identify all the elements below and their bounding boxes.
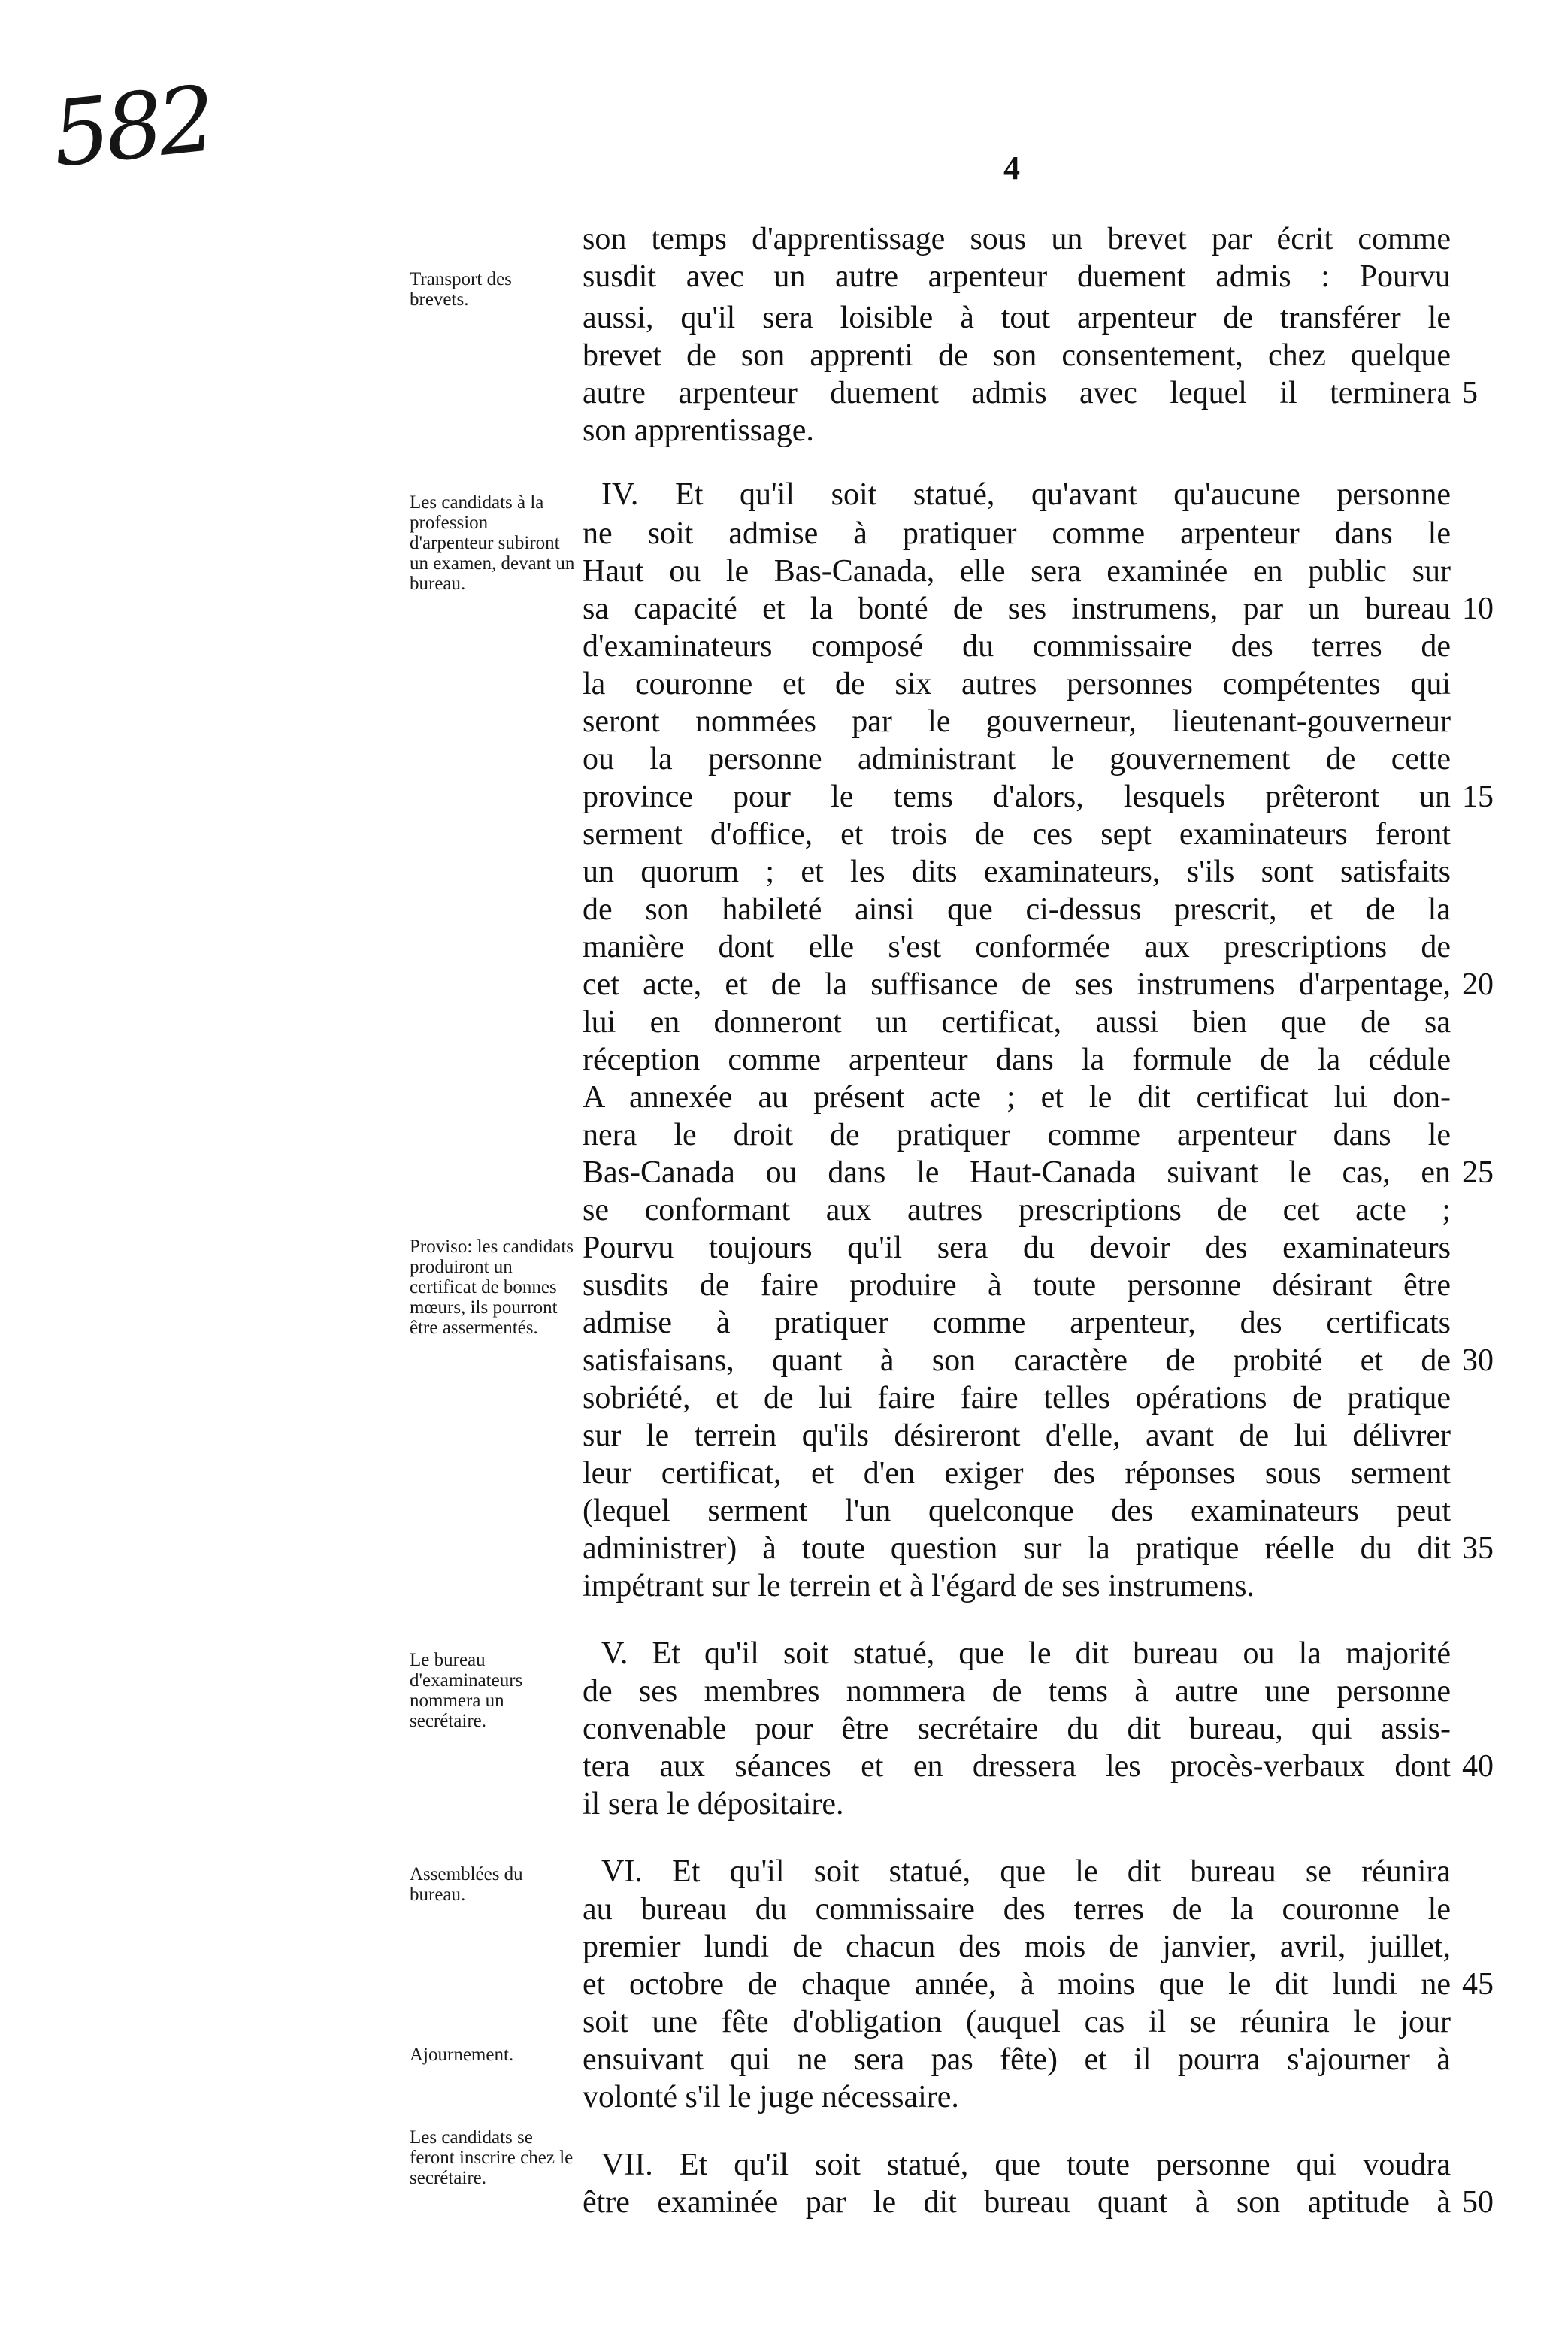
line-number: 20 bbox=[1462, 967, 1494, 1002]
body-line: tera aux séances et en dressera les procès-verbaux dont bbox=[583, 1749, 1451, 1784]
body-line: son temps d'apprentissage sous un brevet par écrit comme bbox=[583, 222, 1451, 256]
body-line: aussi, qu'il sera loisible à tout arpenteur de transférer le bbox=[583, 301, 1451, 335]
body-line: un quorum ; et les dits examinateurs, s'ils sont satisfaits bbox=[583, 855, 1451, 889]
body-line: son apprentissage. bbox=[583, 413, 814, 448]
body-line: serment d'office, et trois de ces sept examinateurs feront bbox=[583, 817, 1451, 852]
handwritten-page-stamp: 582 bbox=[47, 67, 216, 188]
body-line: Pourvu toujours qu'il sera du devoir des examinateurs bbox=[583, 1231, 1451, 1265]
body-line: sobriété, et de lui faire faire telles opérations de pratique bbox=[583, 1381, 1451, 1415]
body-line: cet acte, et de la suffisance de ses instrumens d'arpentage, bbox=[583, 967, 1451, 1002]
body-line: A annexée au présent acte ; et le dit certificat lui don- bbox=[583, 1080, 1451, 1115]
line-number: 25 bbox=[1462, 1155, 1494, 1190]
body-line: il sera le dépositaire. bbox=[583, 1787, 844, 1821]
body-line: leur certificat, et d'en exiger des réponses sous serment bbox=[583, 1456, 1451, 1491]
body-line: (lequel serment l'un quelconque des examinateurs peut bbox=[583, 1494, 1451, 1528]
body-line: administrer) à toute question sur la pratique réelle du dit bbox=[583, 1531, 1451, 1566]
body-line: de son habileté ainsi que ci-dessus prescrit, et de la bbox=[583, 892, 1451, 927]
margin-note-proviso: Proviso: les candidats produiront un certificat de bonnes mœurs, ils pourront être assermentés. bbox=[410, 1237, 574, 1338]
article-heading-iv: IV. Et qu'il soit statué, qu'avant qu'aucune personne bbox=[601, 477, 1451, 512]
body-line: admise à pratiquer comme arpenteur, des certificats bbox=[583, 1306, 1451, 1340]
body-line: brevet de son apprenti de son consentement, chez quelque bbox=[583, 338, 1451, 373]
body-line: nera le droit de pratiquer comme arpenteur dans le bbox=[583, 1118, 1451, 1152]
body-line: d'examinateurs composé du commissaire des terres de bbox=[583, 629, 1451, 664]
line-number: 15 bbox=[1462, 780, 1494, 814]
article-heading-v: V. Et qu'il soit statué, que le dit bureau ou la majorité bbox=[601, 1636, 1451, 1671]
body-line: et octobre de chaque année, à moins que le dit lundi ne bbox=[583, 1967, 1451, 2002]
body-line: ensuivant qui ne sera pas fête) et il pourra s'ajourner à bbox=[583, 2042, 1451, 2077]
body-line: Bas-Canada ou dans le Haut-Canada suivant le cas, en bbox=[583, 1155, 1451, 1190]
margin-note-ajournement: Ajournement. bbox=[410, 2045, 514, 2065]
margin-note-assemblees: Assemblées du bureau. bbox=[410, 1864, 523, 1905]
body-line: la couronne et de six autres personnes compétentes qui bbox=[583, 667, 1451, 701]
line-number: 10 bbox=[1462, 592, 1494, 626]
article-heading-vi: VI. Et qu'il soit statué, que le dit bureau se réunira bbox=[601, 1854, 1451, 1889]
body-line: soit une fête d'obligation (auquel cas il se réunira le jour bbox=[583, 2005, 1451, 2039]
body-line: satisfaisans, quant à son caractère de probité et de bbox=[583, 1343, 1451, 1378]
body-line: autre arpenteur duement admis avec lequel il terminera bbox=[583, 376, 1451, 410]
line-number: 45 bbox=[1462, 1967, 1494, 2002]
body-line: susdit avec un autre arpenteur duement admis : Pourvu bbox=[583, 259, 1451, 294]
body-line: être examinée par le dit bureau quant à son aptitude à bbox=[583, 2185, 1451, 2220]
margin-note-transport: Transport des brevets. bbox=[410, 269, 512, 310]
line-number: 50 bbox=[1462, 2185, 1494, 2220]
line-number: 5 bbox=[1462, 376, 1478, 410]
body-line: ne soit admise à pratiquer comme arpenteur dans le bbox=[583, 516, 1451, 551]
body-line: au bureau du commissaire des terres de la couronne le bbox=[583, 1892, 1451, 1927]
line-number: 35 bbox=[1462, 1531, 1494, 1566]
body-line: susdits de faire produire à toute personne désirant être bbox=[583, 1268, 1451, 1303]
margin-note-candidats: Les candidats à la profession d'arpenteur subiront un examen, devant un bureau. bbox=[410, 492, 575, 594]
body-line: se conformant aux autres prescriptions de cet acte ; bbox=[583, 1193, 1451, 1228]
page-number: 4 bbox=[1003, 150, 1020, 186]
body-line: Haut ou le Bas-Canada, elle sera examinée en public sur bbox=[583, 554, 1451, 589]
body-line: premier lundi de chacun des mois de janvier, avril, juillet, bbox=[583, 1930, 1451, 1964]
body-line: ou la personne administrant le gouvernement de cette bbox=[583, 742, 1451, 776]
body-line: de ses membres nommera de tems à autre une personne bbox=[583, 1674, 1451, 1709]
body-line: convenable pour être secrétaire du dit bureau, qui assis- bbox=[583, 1712, 1451, 1746]
body-line: province pour le tems d'alors, lesquels prêteront un bbox=[583, 780, 1451, 814]
body-line: manière dont elle s'est conformée aux prescriptions de bbox=[583, 930, 1451, 964]
line-number: 30 bbox=[1462, 1343, 1494, 1378]
margin-note-bureau-secretaire: Le bureau d'examinateurs nommera un secrétaire. bbox=[410, 1650, 523, 1731]
body-line: lui en donneront un certificat, aussi bien que de sa bbox=[583, 1005, 1451, 1040]
body-line: sur le terrein qu'ils désireront d'elle, avant de lui délivrer bbox=[583, 1418, 1451, 1453]
margin-note-inscription: Les candidats se feront inscrire chez le secrétaire. bbox=[410, 2127, 574, 2188]
body-line: sa capacité et la bonté de ses instrumens, par un bureau bbox=[583, 592, 1451, 626]
line-number: 40 bbox=[1462, 1749, 1494, 1784]
body-line: seront nommées par le gouverneur, lieutenant-gouverneur bbox=[583, 704, 1451, 739]
article-heading-vii: VII. Et qu'il soit statué, que toute personne qui voudra bbox=[601, 2148, 1451, 2182]
body-line: volonté s'il le juge nécessaire. bbox=[583, 2080, 959, 2115]
body-line: impétrant sur le terrein et à l'égard de ses instrumens. bbox=[583, 1569, 1255, 1603]
body-line: réception comme arpenteur dans la formule de la cédule bbox=[583, 1043, 1451, 1077]
